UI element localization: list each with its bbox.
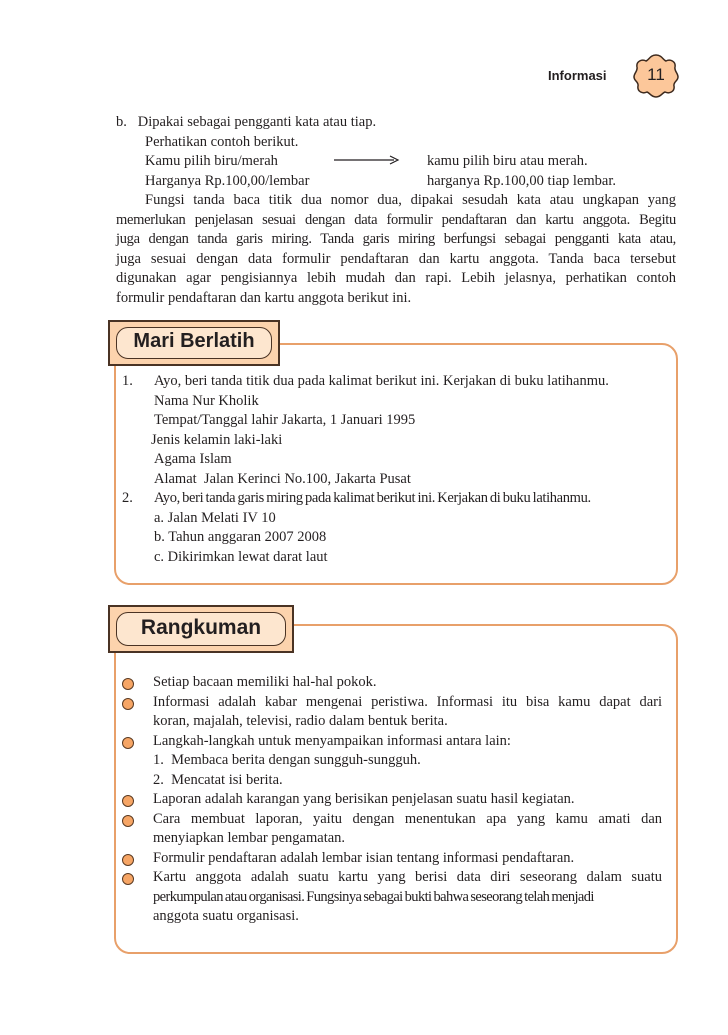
summary-item	[122, 849, 662, 869]
summary-item	[122, 732, 662, 752]
summary-text: menyiapkan lembar pengamatan.	[153, 830, 346, 846]
bullet-dot-icon	[122, 873, 134, 885]
summary-item	[122, 868, 662, 888]
summary-text: Kartu anggota adalah suatu kartu yang berisi data diri seseorang dalam suatu	[153, 869, 662, 885]
question-2	[122, 489, 682, 509]
summary-text: Setiap bacaan memiliki hal-hal pokok.	[153, 674, 377, 690]
example-row	[116, 172, 676, 192]
question-line: a. Jalan Melati IV 10	[154, 509, 276, 526]
paragraph-line: Fungsi tanda baca titik dua nomor dua, dipakai sesudah kata atau ungkapan yang	[145, 192, 676, 208]
summary-item	[122, 673, 662, 693]
question-line: Tempat/Tanggal lahir Jakarta, 1 Januari 1995	[154, 412, 416, 428]
example-right: harganya Rp.100,00 tiap lembar.	[427, 172, 616, 189]
summary-tab	[108, 605, 294, 653]
question-line: Agama Islam	[154, 451, 232, 467]
summary-text: Langkah-langkah untuk menyampaikan informasi antara lain:	[153, 732, 511, 749]
summary-text: Laporan adalah karangan yang berisikan penjelasan suatu hasil kegiatan.	[153, 791, 575, 807]
question-number: 2.	[122, 490, 133, 506]
question-line: Alamat Jalan Kerinci No.100, Jakarta Pusat	[154, 470, 411, 487]
bullet-dot-icon	[122, 678, 134, 690]
example-row	[116, 152, 676, 172]
summary-subitem: 1. Membaca berita dengan sungguh-sungguh.	[153, 752, 421, 768]
summary-text: Cara membuat laporan, yaitu dengan menentukan apa yang kamu amati dan	[153, 810, 662, 827]
right-arrow-icon	[334, 154, 400, 166]
exercise-title: Mari Berlatih	[116, 327, 272, 359]
summary-text: anggota suatu organisasi.	[153, 908, 299, 924]
summary-text: Informasi adalah kabar mengenai peristiwa. Informasi itu bisa kamu dapat dari	[153, 693, 662, 710]
summary-title: Rangkuman	[116, 612, 286, 646]
bullet-dot-icon	[122, 815, 134, 827]
item-b: b. Dipakai sebagai pengganti kata atau tiap.	[116, 114, 377, 130]
question-line: Nama Nur Kholik	[154, 392, 259, 409]
bullet-dot-icon	[122, 795, 134, 807]
question-line: b. Tahun anggaran 2007 2008	[154, 529, 327, 545]
exercise-tab	[108, 320, 280, 366]
summary-item	[122, 810, 662, 830]
example-right: kamu pilih biru atau merah.	[427, 153, 588, 169]
bullet-dot-icon	[122, 737, 134, 749]
example-left: Harganya Rp.100,00/lembar	[145, 172, 310, 189]
summary-item	[122, 693, 662, 713]
paragraph-line: juga dengan tanda garis miring. Tanda garis miring berfungsi sebagai pengganti kata atau,	[116, 231, 676, 247]
example-left: Kamu pilih biru/merah	[145, 153, 278, 169]
intro-section	[116, 113, 676, 308]
bullet-dot-icon	[122, 698, 134, 710]
page-number-badge	[632, 53, 680, 99]
summary-list	[122, 673, 662, 927]
paragraph-line: memerlukan penjelasan sesuai dengan data formulir pendaftaran dan kartu anggota. Begitu	[116, 211, 676, 228]
question-text: Ayo, beri tanda garis miring pada kalimat berikut ini. Kerjakan di buku latihanmu.	[154, 490, 591, 506]
bullet-dot-icon	[122, 854, 134, 866]
page-number: 11	[647, 65, 665, 84]
summary-item	[122, 790, 662, 810]
summary-text: perkumpulan atau organisasi. Fungsinya sebagai bukti bahwa seseorang telah menjadi	[153, 888, 594, 905]
example-lead: Perhatikan contoh berikut.	[145, 133, 299, 150]
summary-text: koran, majalah, televisi, radio dalam bentuk berita.	[153, 713, 448, 729]
question-line: Jenis kelamin laki-laki	[151, 431, 283, 448]
question-number: 1.	[122, 373, 133, 389]
paragraph-line: formulir pendaftaran dan kartu anggota berikut ini.	[116, 289, 412, 306]
question-1	[122, 372, 682, 392]
question-line: c. Dikirimkan lewat darat laut	[154, 548, 328, 565]
summary-subitem: 2. Mencatat isi berita.	[153, 771, 283, 788]
paragraph-line: juga sesuai dengan data formulir pendaftaran dan kartu anggota. Tanda baca tersebut	[116, 250, 676, 267]
question-text: Ayo, beri tanda titik dua pada kalimat berikut ini. Kerjakan di buku latihanmu.	[154, 373, 609, 389]
exercise-list	[122, 372, 682, 567]
summary-text: Formulir pendaftaran adalah lembar isian tentang informasi pendaftaran.	[153, 849, 575, 866]
header-title: Informasi	[548, 68, 607, 83]
paragraph-line: digunakan agar pengisiannya lebih mudah dan rapi. Lebih jelasnya, perhatikan contoh	[116, 270, 676, 286]
